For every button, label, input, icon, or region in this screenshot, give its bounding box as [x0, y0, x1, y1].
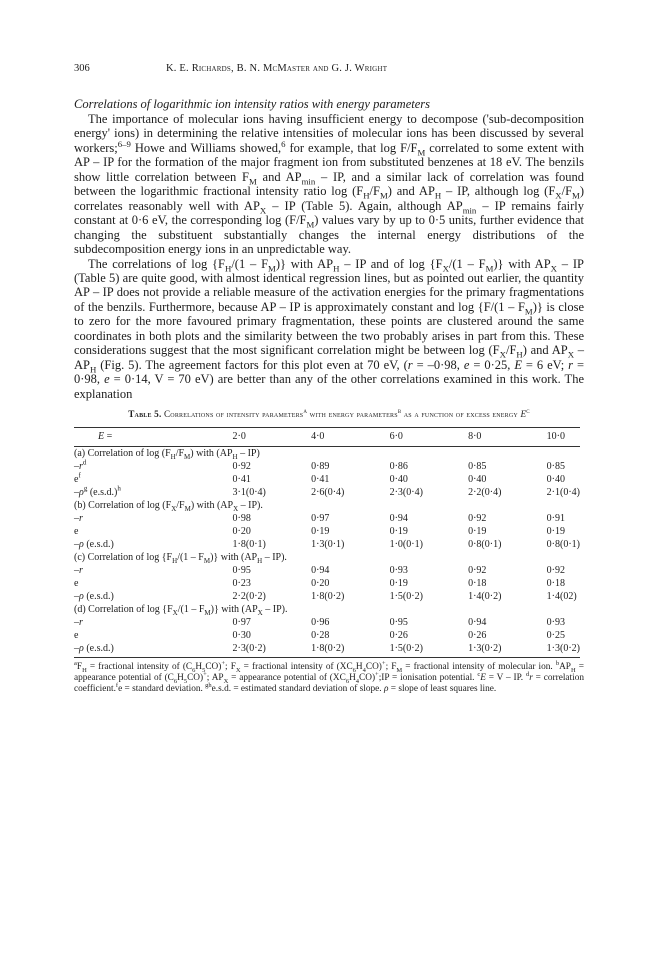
page — [74, 63, 584, 696]
table-row-label: $-\rho^g$ $(e.s.d.)^h$ — [74, 484, 121, 498]
table-cell: 0·95 — [232, 564, 251, 576]
table-row — [74, 629, 580, 642]
table-cell: 0·41 — [232, 473, 251, 485]
table-cell: 0·19 — [389, 577, 408, 589]
table-row — [74, 486, 580, 499]
paragraph-1: The importance of molecular ions having insufficient energy to decompose ('sub-decomposition energy' ions) in determining the relative intensities of molecular ions has been discussed by several workers;$^{6-9}$ Howe and Williams showed,$^6$ for example, that $\log F/F_M$ correlated to some extent with AP – IP for the formation of the major fragment ion from substituted benzenes at 18 eV. The benzils show little correlation between $F_M$ and $AP_{min}$ – IP, and a similar lack of correlation was found between the logarithmic fractional intensity ratio $\log (F_H/F_M)$ and $AP_H$ – IP, although $\log (F_X/F_M)$ correlates reasonably well with $AP_X$ – IP (Table 5). Again, although $AP_{min}$ – IP remains fairly constant at 0·6 eV, the corresponding $\log (F/F_M)$ values vary by up to 0·5 units, further evidence that changing the substituent substantially changes the internal energy distributions of the subdecomposition energy ions in an unpredictable way. — [74, 112, 585, 257]
table-cell: 2·1(0·4) — [546, 486, 580, 498]
table-cell: 0·41 — [311, 473, 330, 485]
table-cell: 2·3(0·2) — [233, 642, 312, 658]
table-row — [74, 642, 580, 658]
table-row-label: –ρ (e.s.d.) — [74, 642, 233, 658]
table-cell: 0·18 — [546, 577, 566, 589]
table-section-title-row — [74, 446, 580, 460]
table-cell: 1·0(0·1) — [389, 538, 423, 550]
table-row — [74, 616, 580, 629]
running-head — [74, 63, 584, 77]
table-cell: 0·28 — [311, 629, 330, 641]
table-cell: 1·4(0·2) — [468, 590, 502, 602]
table-cell: 0·19 — [311, 525, 330, 537]
table-cell: 0·19 — [468, 525, 487, 537]
table-cell: 0·94 — [389, 512, 408, 524]
table-cell: 0·97 — [232, 616, 251, 628]
table-header-cell: 4·0 — [311, 427, 390, 446]
table-cell: 0·19 — [389, 525, 408, 537]
table-cell: 1·8(0·2) — [311, 642, 390, 658]
table-cell: 0·25 — [546, 629, 566, 641]
table-row — [74, 460, 580, 473]
table-cell: 0·40 — [468, 473, 487, 485]
table-footnotes: $^aF_H$ = fractional intensity of $(C_6H_5CO)^+$; $F_X$ = fractional intensity of $(XC_6H_4CO)^+$; $F_M$ = fractional intensity of molecular ion. $^bAP_H$ = appearance potential of $(C_6H_5CO)^+$; $AP_X$ = appearance potential of $(XC_6H_4CO)^+;IP$ = ionisation potential. $^c$E = V – IP. $^d$r = correlation coefficient.$^f$e = standard deviation. $^{gh}$e.s.d. = estimated standard deviation of slope. ρ = slope of least squares line. — [74, 659, 585, 695]
table-section-title-row — [74, 499, 580, 512]
table-cell: 0·92 — [468, 564, 487, 576]
table-row — [74, 538, 580, 551]
table-section-title: (b) Correlation of $\log (F_X/F_M)$ with $(AP_X - IP)$. — [74, 499, 263, 513]
table-cell: 0·85 — [468, 460, 487, 472]
table-body — [74, 446, 580, 657]
paragraph-2: The correlations of $\log \{F_H/(1 - F_M)\}$ with $AP_H$ – IP and of $\log \{F_X/(1 - F_M)\}$ with $AP_X$ – IP (Table 5) are quite good, with almost identical regression lines, but as pointed out earlier, the quantity AP – IP does not provide a reliable measure of the activation energies for the primary fragmentations of the benzils. Furthermore, because AP – IP is approximately constant and $\log \{F/(1 - F_M)\}$ is close to zero for the more favoured primary fragmentation, these points are clustered around the same coordinates in both plots and the similarity between the two probably arises in part from this. These considerations suggest that the most significant correlation might be between $\log (F_X/F_H)$ and $AP_X - AP_H$ (Fig. 5). The agreement factors for this plot even at 70 eV, (r = –0·98, e = 0·25, E = 6 eV; r = 0·98, e = 0·14, V = 70 eV) are better than any of the other correlations examined in this work. The explanation — [74, 256, 585, 401]
correlation-table — [74, 427, 580, 658]
table-cell: 0·93 — [546, 616, 566, 628]
table-section-title-row — [74, 603, 580, 616]
table-row — [74, 590, 580, 603]
table-caption-text: Correlations of intensity parameters$^a$ with energy parameters$^b$ as a function of excess energy $E^c$ — [163, 408, 530, 420]
table-cell: 2·3(0·4) — [389, 486, 423, 498]
table-cell: 1·5(0·2) — [389, 590, 423, 602]
table-cell: 0·93 — [389, 564, 408, 576]
table-cell: 2·2(0·2) — [232, 590, 266, 602]
table-cell: 0·26 — [389, 629, 408, 641]
table-row-label: $e^f$ — [74, 471, 81, 485]
table-row — [74, 473, 580, 486]
table-cell: 1·4(02) — [546, 590, 577, 602]
table-row-label: –r — [74, 616, 83, 628]
table-row-label: –ρ (e.s.d.) — [74, 590, 114, 602]
table-section-title: (d) Correlation of $\log \{F_X/(1 - F_M)\}$ with $(AP_X - IP)$. — [74, 603, 288, 617]
table-cell: 0·96 — [311, 616, 330, 628]
table-cell: 0·40 — [546, 473, 566, 485]
table-cell: 1·5(0·2) — [390, 642, 469, 658]
table-row — [74, 577, 580, 590]
table-cell: 0·8(0·1) — [468, 538, 502, 550]
table-cell: 0·86 — [389, 460, 408, 472]
table-row-label: –ρ (e.s.d.) — [74, 538, 114, 550]
table-cell: 2·6(0·4) — [311, 486, 345, 498]
table-cell: 1·8(0·2) — [311, 590, 345, 602]
table-cell: 1·3(0·2) — [547, 642, 580, 658]
table-row — [74, 525, 580, 538]
table-row-label: $-r^d$ — [74, 458, 87, 472]
table-cell: 0·95 — [389, 616, 408, 628]
table-header-cell: E = — [74, 427, 233, 446]
table-cell: 0·40 — [389, 473, 408, 485]
table-header-cell: 10·0 — [547, 427, 580, 446]
table-section-title: (a) Correlation of $\log (F_H/F_M)$ with $(AP_H - IP)$ — [74, 447, 260, 461]
table-section-title-row — [74, 551, 580, 564]
table-cell: 0·92 — [232, 460, 251, 472]
table-row-label: e — [74, 577, 79, 589]
table-cell: 0·94 — [311, 564, 330, 576]
table-cell: 0·94 — [468, 616, 487, 628]
table-header-cell: 2·0 — [233, 427, 312, 446]
table-cell: 1·3(0·1) — [311, 538, 345, 550]
table-cell: 1·8(0·1) — [232, 538, 266, 550]
table-header-cell: 6·0 — [390, 427, 469, 446]
table-row-label: e — [74, 629, 79, 641]
page-number: 306 — [74, 63, 90, 74]
table-header-cell: 8·0 — [468, 427, 547, 446]
table-cell: 0·20 — [232, 525, 251, 537]
table-cell: 0·91 — [546, 512, 566, 524]
table-row-label: –r — [74, 512, 83, 524]
table-cell: 0·92 — [468, 512, 487, 524]
table-cell: 2·2(0·4) — [468, 486, 502, 498]
section-heading: Correlations of logarithmic ion intensity ratios with energy parameters — [74, 97, 431, 111]
table-cell: 0·92 — [546, 564, 566, 576]
table-cell: 0·85 — [546, 460, 566, 472]
table-caption-label: Table 5. — [128, 409, 162, 420]
table-cell: 0·8(0·1) — [546, 538, 580, 550]
table-row-label: e — [74, 525, 79, 537]
table-caption — [74, 409, 584, 421]
table-header-row — [74, 427, 580, 446]
table-row — [74, 564, 580, 577]
table-cell: 0·98 — [232, 512, 251, 524]
table-row — [74, 512, 580, 525]
table-section-title: (c) Correlation of $\log \{F_H/(1 - F_M)\}$ with $(AP_H - IP)$. — [74, 551, 287, 565]
table-cell: 0·97 — [311, 512, 330, 524]
table-cell: 0·19 — [546, 525, 566, 537]
table-row-label: –r — [74, 564, 83, 576]
table-cell: 3·1(0·4) — [232, 486, 266, 498]
table-cell: 0·18 — [468, 577, 487, 589]
table-cell: 1·3(0·2) — [468, 642, 547, 658]
table-cell: 0·20 — [311, 577, 330, 589]
table-cell: 0·30 — [232, 629, 251, 641]
table-cell: 0·23 — [232, 577, 251, 589]
running-head-authors: K. E. Richards, B. N. McMaster and G. J. Wright — [166, 63, 388, 74]
table-cell: 0·89 — [311, 460, 330, 472]
table-cell: 0·26 — [468, 629, 487, 641]
